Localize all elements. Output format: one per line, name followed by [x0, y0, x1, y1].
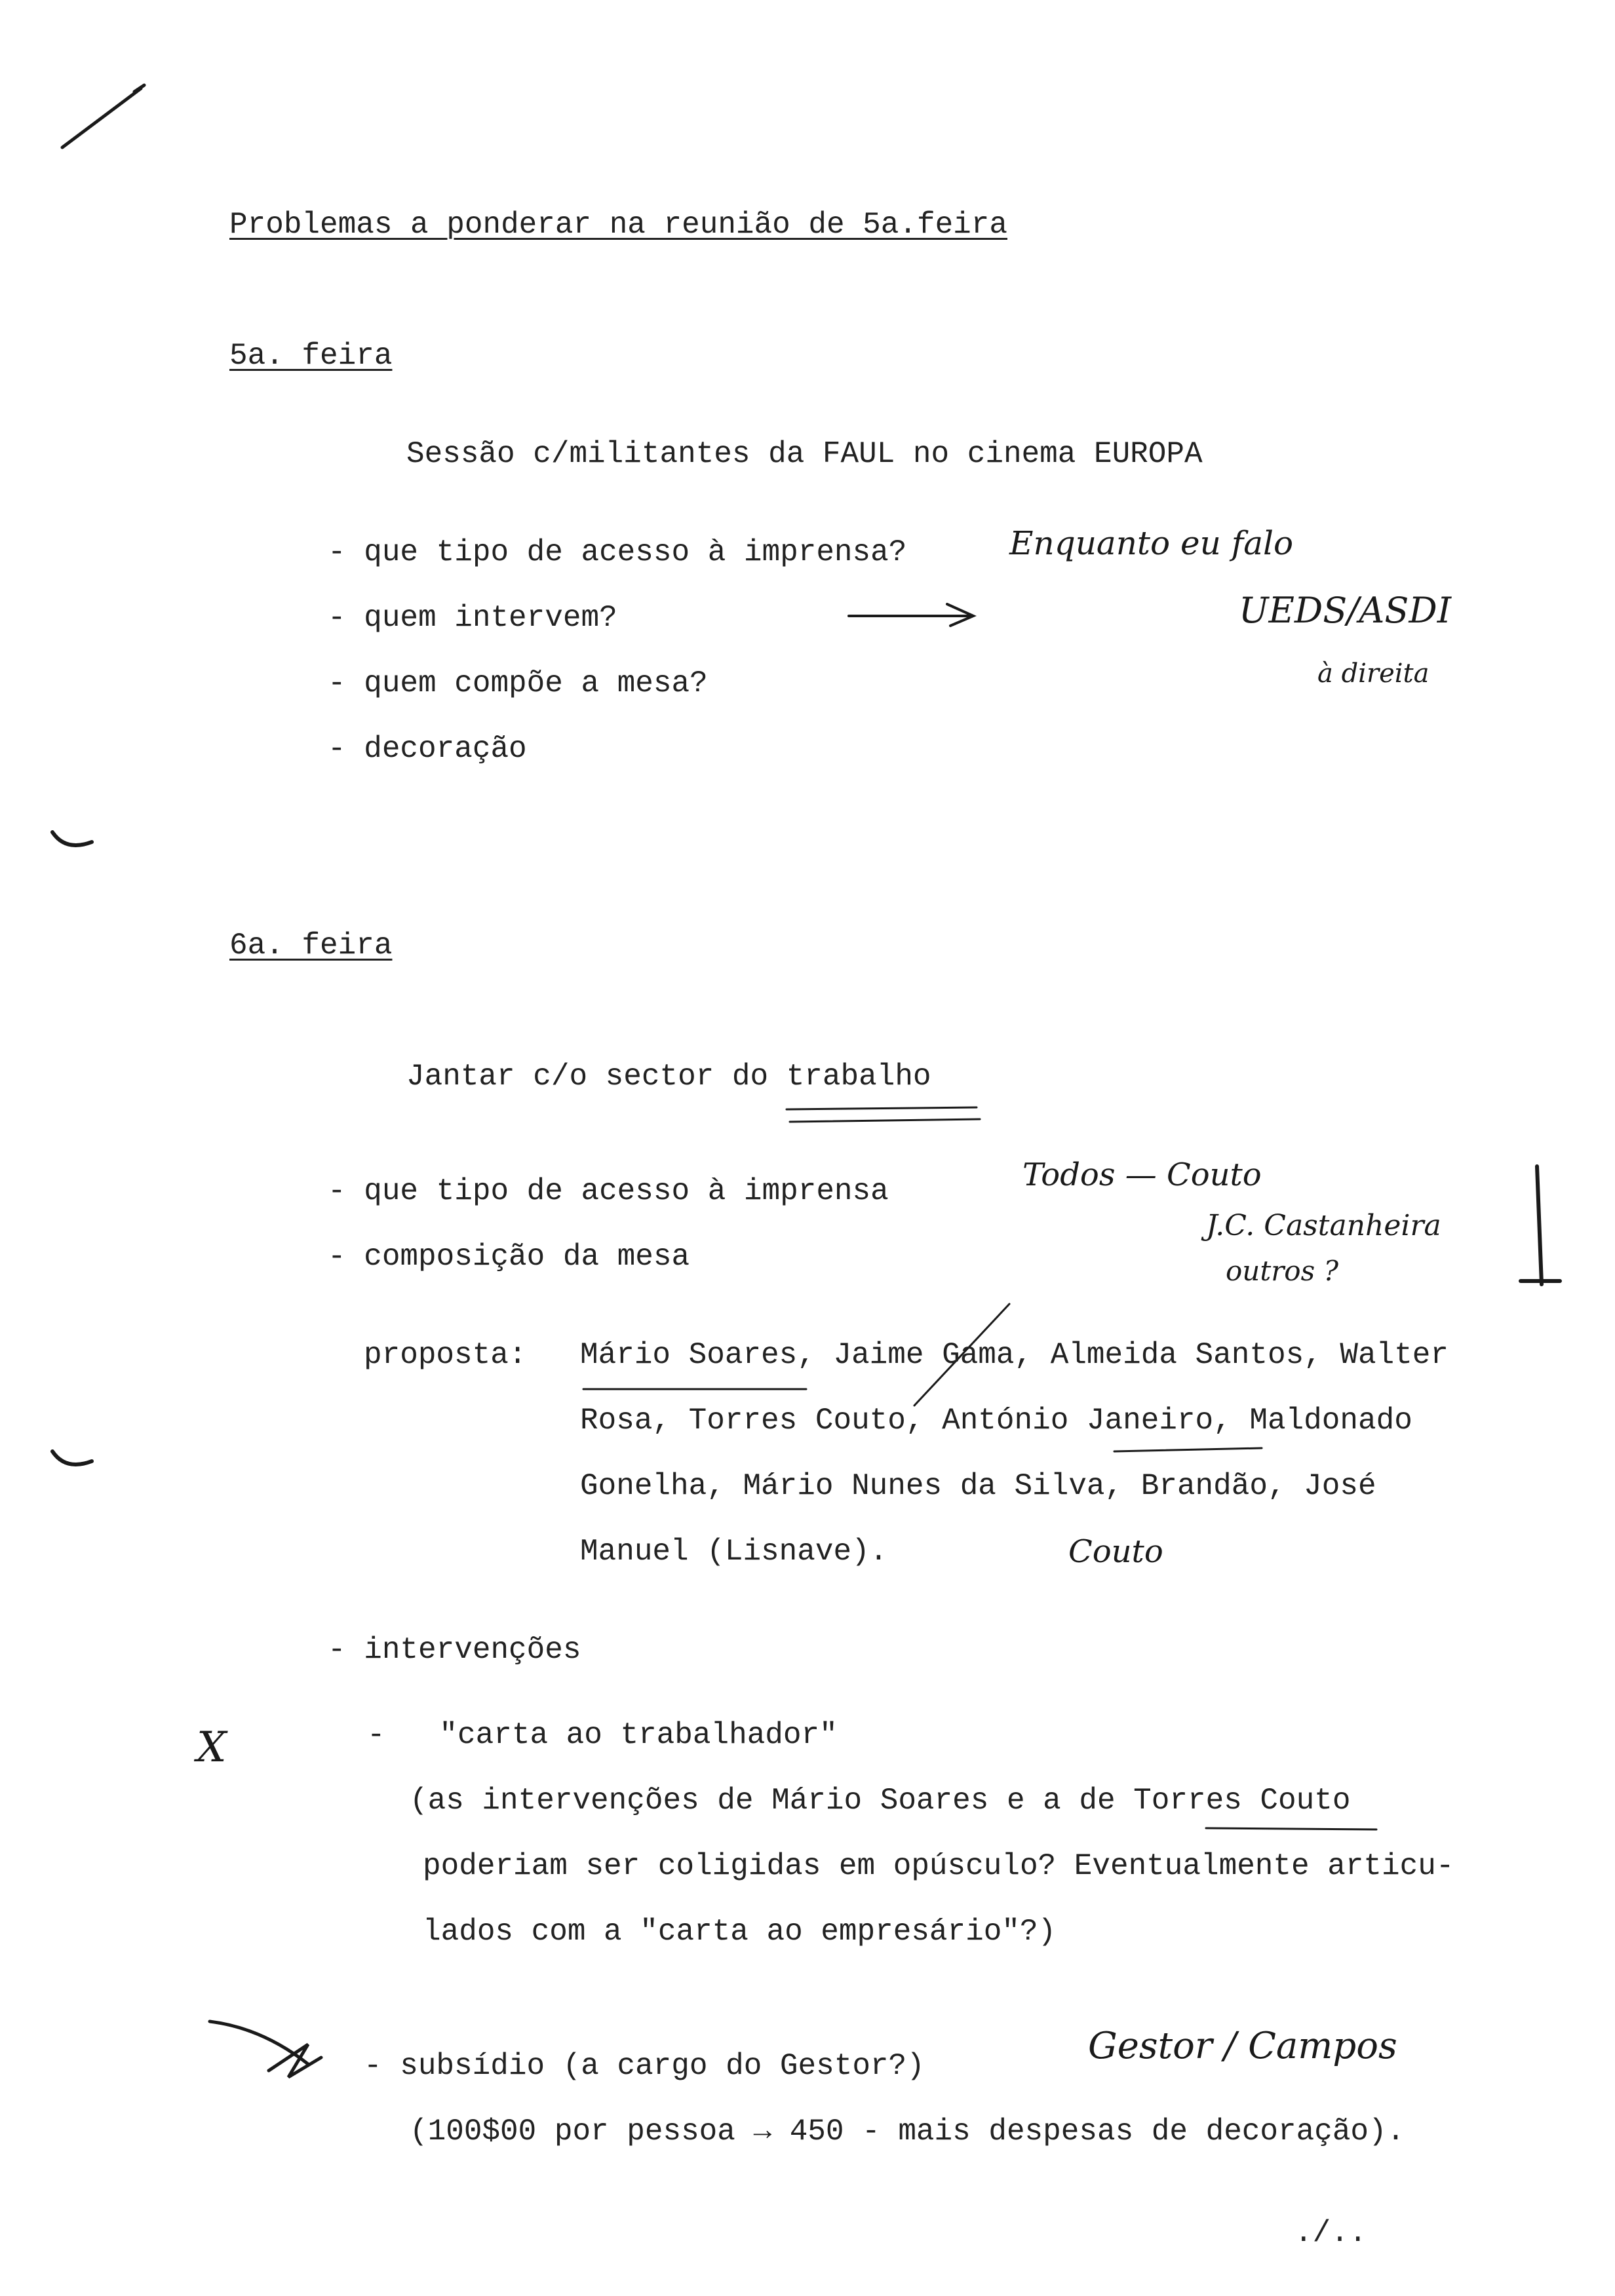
margin-subsidy-scribble	[269, 2044, 321, 2077]
thursday-item-table: - quem compõe a mesa?	[328, 666, 708, 700]
margin-subsidy-mark	[210, 2021, 308, 2064]
thursday-item-speakers: - quem intervem?	[328, 601, 617, 635]
margin-bracket-mark-1	[52, 832, 92, 845]
proposal-label: proposta:	[364, 1338, 527, 1372]
handwritten-note-friday-2: J.C. Castanheira	[1206, 1209, 1441, 1242]
letter-note-line-2: poderiam ser coligidas em opúsculo? Eventualmente articu-	[423, 1849, 1454, 1883]
proposal-line-2: Rosa, Torres Couto, António Janeiro, Maldonado	[580, 1404, 1412, 1438]
margin-slash-mark	[62, 85, 144, 147]
handwritten-note-speakers: UEDS/ASDI	[1239, 590, 1452, 631]
subsidy-item: - subsídio (a cargo do Gestor?)	[364, 2049, 925, 2083]
handwritten-note-friday-3: outros ?	[1226, 1255, 1338, 1287]
thursday-heading: 5a. feira	[229, 339, 393, 373]
thursday-item-press: - que tipo de acesso à imprensa?	[328, 535, 907, 569]
friday-dinner: Jantar c/o sector do trabalho	[406, 1060, 931, 1094]
document-title: Problemas a ponderar na reunião de 5a.feira	[229, 208, 1007, 242]
friday-item-table: - composição da mesa	[328, 1240, 690, 1274]
handwritten-note-subsidy: Gestor / Campos	[1088, 2025, 1397, 2067]
letter-note-line-3: lados com a "carta ao empresário"?)	[423, 1915, 1057, 1949]
proposal-line-3: Gonelha, Mário Nunes da Silva, Brandão, José	[580, 1469, 1376, 1503]
interventions-label: - intervenções	[328, 1633, 581, 1667]
margin-bracket-mark-2	[52, 1451, 92, 1464]
handwritten-margin-x: X	[197, 1723, 227, 1772]
subsidy-note: (100$00 por pessoa → 450 - mais despesas de decoração).	[410, 2114, 1405, 2149]
thursday-item-decoration: - decoração	[328, 732, 527, 766]
arrow-mark	[849, 604, 973, 626]
thursday-session: Sessão c/militantes da FAUL no cinema EUROPA	[406, 437, 1203, 471]
letter-note-line-1: (as intervenções de Mário Soares e a de Torres Couto	[410, 1784, 1351, 1818]
proposal-line-4: Manuel (Lisnave).	[580, 1535, 888, 1569]
underline-janeiro	[1114, 1448, 1262, 1451]
friday-item-press: - que tipo de acesso à imprensa	[328, 1174, 889, 1208]
underline-torres-couto	[1206, 1828, 1376, 1829]
proposal-line-1: Mário Soares, Jaime Gama, Almeida Santos, Walter	[580, 1338, 1449, 1372]
letter-item: - "carta ao trabalhador"	[367, 1718, 838, 1752]
handwritten-note-couto: Couto	[1068, 1533, 1163, 1570]
double-underline-trabalho	[787, 1107, 980, 1122]
bracket-friday-note	[1521, 1166, 1560, 1284]
page-continuation: ./..	[1294, 2216, 1367, 2250]
handwritten-note-press: Enquanto eu falo	[1009, 524, 1294, 562]
handwritten-note-table: à direita	[1317, 659, 1430, 689]
handwritten-note-friday-1: Todos — Couto	[1022, 1157, 1262, 1193]
friday-heading: 6a. feira	[229, 928, 393, 963]
